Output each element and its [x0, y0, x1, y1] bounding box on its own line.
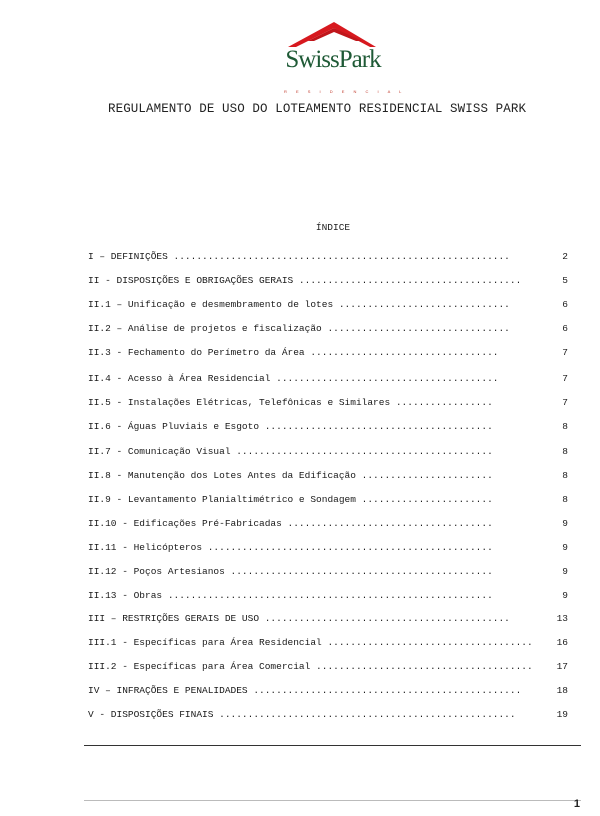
toc-entry-text: III.2 - Específicas para Área Comercial ...................................... — [88, 661, 533, 672]
toc-entry-page: 8 — [562, 470, 568, 481]
footer-divider — [84, 800, 581, 801]
toc-entry-text: III.1 - Específicas para Área Residencial .................................... — [88, 637, 533, 648]
toc-entry-text: II.3 - Fechamento do Perímetro da Área ................................. — [88, 347, 499, 358]
toc-entry-page: 19 — [556, 709, 568, 720]
toc-entry-page: 13 — [556, 613, 568, 624]
toc-entry[interactable] — [88, 589, 568, 603]
toc-entry-text: V - DISPOSIÇÕES FINAIS .................................................... — [88, 709, 516, 720]
toc-entry-page: 6 — [562, 323, 568, 334]
toc-entry[interactable] — [88, 493, 568, 507]
toc-entry[interactable] — [88, 517, 568, 531]
roof-logo-icon — [288, 20, 378, 48]
toc-entry-page: 7 — [562, 373, 568, 384]
index-heading: ÍNDICE — [315, 222, 351, 233]
toc-entry-page: 8 — [562, 446, 568, 457]
toc-entry[interactable] — [88, 708, 568, 722]
toc-entry-page: 2 — [562, 251, 568, 262]
toc-entry-text: II.9 - Levantamento Planialtimétrico e Sondagem ....................... — [88, 494, 493, 505]
toc-entry-page: 6 — [562, 299, 568, 310]
toc-entry-text: II.10 - Edificações Pré-Fabricadas .................................... — [88, 518, 493, 529]
toc-entry-text: II.6 - Águas Pluviais e Esgoto ........................................ — [88, 421, 493, 432]
toc-entry-page: 9 — [562, 566, 568, 577]
toc-entry-page: 8 — [562, 421, 568, 432]
toc-entry[interactable] — [88, 420, 568, 434]
toc-entry[interactable] — [88, 322, 568, 336]
toc-entry-text: II.13 - Obras ......................................................... — [88, 590, 493, 601]
toc-entry-text: II.11 - Helicópteros .................................................. — [88, 542, 493, 553]
logo-wordmark: SwissPark — [285, 46, 381, 73]
toc-entry-page: 9 — [562, 590, 568, 601]
toc-entry-text: II.1 – Unificação e desmembramento de lotes .............................. — [88, 299, 510, 310]
logo-subtitle: R E S I D E N C I A L — [284, 89, 406, 94]
toc-entry-text: IV – INFRAÇÕES E PENALIDADES ............................................... — [88, 685, 522, 696]
toc-entry-text: II.2 – Análise de projetos e fiscalização ................................ — [88, 323, 510, 334]
toc-entry[interactable] — [88, 372, 568, 386]
toc-entry-text: II.7 - Comunicação Visual ............................................. — [88, 446, 493, 457]
toc-entry-text: II.5 - Instalações Elétricas, Telefônicas e Similares ................. — [88, 397, 493, 408]
toc-entry[interactable] — [88, 298, 568, 312]
toc-entry[interactable] — [88, 660, 568, 674]
toc-entry-page: 9 — [562, 518, 568, 529]
swiss-park-logo — [278, 20, 406, 94]
toc-entry-text: II.12 - Poços Artesianos .............................................. — [88, 566, 493, 577]
toc-entry-text: I – DEFINIÇÕES ........................................................... — [88, 251, 510, 262]
toc-entry-text: II.4 - Acesso à Área Residencial ....................................... — [88, 373, 499, 384]
toc-entry-page: 18 — [556, 685, 568, 696]
toc-entry-text: II - DISPOSIÇÕES E OBRIGAÇÕES GERAIS ....................................... — [88, 275, 522, 286]
toc-entry-text: III – RESTRIÇÕES GERAIS DE USO ........................................... — [88, 613, 510, 624]
toc-entry-page: 8 — [562, 494, 568, 505]
toc-entry[interactable] — [88, 636, 568, 650]
toc-entry-page: 5 — [562, 275, 568, 286]
toc-entry[interactable] — [88, 274, 568, 288]
toc-entry[interactable] — [88, 565, 568, 579]
toc-entry[interactable] — [88, 541, 568, 555]
toc-entry[interactable] — [88, 396, 568, 410]
toc-entry[interactable] — [88, 250, 568, 264]
toc-entry-page: 7 — [562, 347, 568, 358]
document-title: REGULAMENTO DE USO DO LOTEAMENTO RESIDENCIAL SWISS PARK — [108, 102, 527, 116]
toc-entry[interactable] — [88, 684, 568, 698]
toc-entry[interactable] — [88, 445, 568, 459]
toc-entry[interactable] — [88, 612, 568, 626]
toc-entry-page: 17 — [556, 661, 568, 672]
toc-entry-page: 16 — [556, 637, 568, 648]
toc-entry-text: II.8 - Manutenção dos Lotes Antes da Edificação ....................... — [88, 470, 493, 481]
page-number: 1 — [573, 798, 580, 810]
toc-entry-page: 9 — [562, 542, 568, 553]
toc-entry-page: 7 — [562, 397, 568, 408]
toc-entry[interactable] — [88, 346, 568, 360]
section-divider — [84, 745, 581, 746]
toc-entry[interactable] — [88, 469, 568, 483]
